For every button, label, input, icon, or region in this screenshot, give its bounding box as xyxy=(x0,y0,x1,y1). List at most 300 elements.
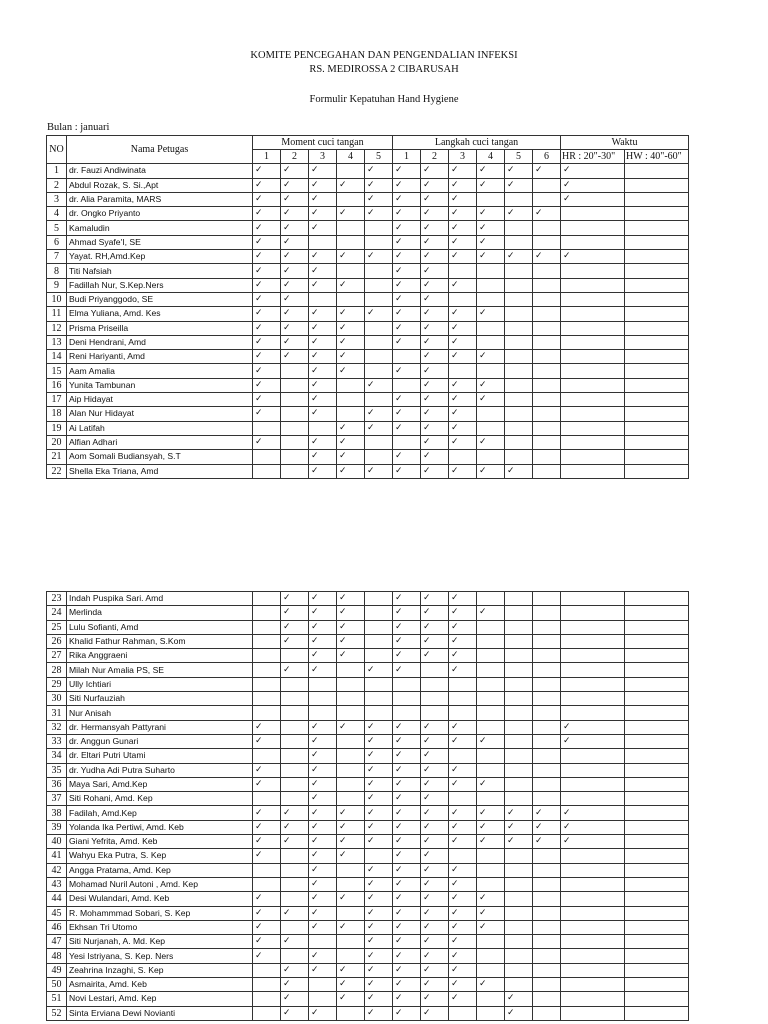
check-mark-icon: ✓ xyxy=(505,207,533,221)
check-mark-icon: ✓ xyxy=(337,450,365,464)
empty-cell xyxy=(253,634,281,648)
check-mark-icon: ✓ xyxy=(281,963,309,977)
empty-cell xyxy=(625,164,689,178)
empty-cell xyxy=(477,321,505,335)
empty-cell xyxy=(533,978,561,992)
check-mark-icon: ✓ xyxy=(421,235,449,249)
staff-name: Yolanda Ika Pertiwi, Amd. Keb xyxy=(67,820,253,834)
moment-col-2: 2 xyxy=(281,150,309,164)
empty-cell xyxy=(281,692,309,706)
empty-cell xyxy=(421,692,449,706)
check-mark-icon: ✓ xyxy=(421,407,449,421)
empty-cell xyxy=(561,935,625,949)
moment-col-1: 1 xyxy=(253,150,281,164)
staff-name: Desi Wulandari, Amd. Keb xyxy=(67,892,253,906)
check-mark-icon: ✓ xyxy=(477,835,505,849)
check-mark-icon: ✓ xyxy=(421,877,449,891)
empty-cell xyxy=(533,634,561,648)
empty-cell xyxy=(309,292,337,306)
table-row xyxy=(47,963,689,977)
check-mark-icon: ✓ xyxy=(477,777,505,791)
empty-cell xyxy=(365,849,393,863)
empty-cell xyxy=(505,435,533,449)
empty-cell xyxy=(533,178,561,192)
committee-title: KOMITE PENCEGAHAN DAN PENGENDALIAN INFEKSI xyxy=(250,50,518,61)
check-mark-icon: ✓ xyxy=(281,221,309,235)
check-mark-icon: ✓ xyxy=(393,250,421,264)
table-row xyxy=(47,592,689,606)
empty-cell xyxy=(625,734,689,748)
check-mark-icon: ✓ xyxy=(281,164,309,178)
check-mark-icon: ✓ xyxy=(337,992,365,1006)
empty-cell xyxy=(253,963,281,977)
empty-cell xyxy=(281,720,309,734)
check-mark-icon: ✓ xyxy=(253,393,281,407)
empty-cell xyxy=(625,777,689,791)
check-mark-icon: ✓ xyxy=(365,892,393,906)
check-mark-icon: ✓ xyxy=(309,378,337,392)
empty-cell xyxy=(505,649,533,663)
empty-cell xyxy=(533,221,561,235)
row-number: 44 xyxy=(47,892,67,906)
empty-cell xyxy=(477,364,505,378)
empty-cell xyxy=(309,935,337,949)
check-mark-icon: ✓ xyxy=(281,235,309,249)
empty-cell xyxy=(477,620,505,634)
check-mark-icon: ✓ xyxy=(421,464,449,478)
empty-cell xyxy=(625,792,689,806)
check-mark-icon: ✓ xyxy=(533,835,561,849)
check-mark-icon: ✓ xyxy=(365,720,393,734)
check-mark-icon: ✓ xyxy=(253,734,281,748)
check-mark-icon: ✓ xyxy=(393,963,421,977)
empty-cell xyxy=(505,407,533,421)
empty-cell xyxy=(337,378,365,392)
empty-cell xyxy=(505,692,533,706)
row-number: 3 xyxy=(47,192,67,206)
check-mark-icon: ✓ xyxy=(309,221,337,235)
check-mark-icon: ✓ xyxy=(309,792,337,806)
check-mark-icon: ✓ xyxy=(253,720,281,734)
table-row xyxy=(47,906,689,920)
empty-cell xyxy=(337,777,365,791)
empty-cell xyxy=(505,292,533,306)
row-number: 29 xyxy=(47,677,67,691)
staff-name: Nur Anisah xyxy=(67,706,253,720)
empty-cell xyxy=(253,863,281,877)
check-mark-icon: ✓ xyxy=(561,720,625,734)
check-mark-icon: ✓ xyxy=(337,350,365,364)
row-number: 13 xyxy=(47,335,67,349)
check-mark-icon: ✓ xyxy=(253,906,281,920)
empty-cell xyxy=(533,292,561,306)
empty-cell xyxy=(625,949,689,963)
check-mark-icon: ✓ xyxy=(281,178,309,192)
empty-cell xyxy=(561,435,625,449)
empty-cell xyxy=(561,978,625,992)
empty-cell xyxy=(533,278,561,292)
table-row xyxy=(47,734,689,748)
check-mark-icon: ✓ xyxy=(281,906,309,920)
empty-cell xyxy=(561,649,625,663)
empty-cell xyxy=(625,307,689,321)
check-mark-icon: ✓ xyxy=(281,835,309,849)
empty-cell xyxy=(533,777,561,791)
check-mark-icon: ✓ xyxy=(309,649,337,663)
table-row xyxy=(47,464,689,478)
check-mark-icon: ✓ xyxy=(477,435,505,449)
check-mark-icon: ✓ xyxy=(253,307,281,321)
table-row xyxy=(47,949,689,963)
staff-name: Angga Pratama, Amd. Kep xyxy=(67,863,253,877)
check-mark-icon: ✓ xyxy=(337,278,365,292)
check-mark-icon: ✓ xyxy=(477,378,505,392)
row-number: 46 xyxy=(47,920,67,934)
staff-name: Budi Priyanggodo, SE xyxy=(67,292,253,306)
check-mark-icon: ✓ xyxy=(505,1006,533,1020)
check-mark-icon: ✓ xyxy=(365,378,393,392)
empty-cell xyxy=(533,949,561,963)
empty-cell xyxy=(625,849,689,863)
check-mark-icon: ✓ xyxy=(337,720,365,734)
check-mark-icon: ✓ xyxy=(365,250,393,264)
check-mark-icon: ✓ xyxy=(505,250,533,264)
empty-cell xyxy=(477,335,505,349)
empty-cell xyxy=(449,677,477,691)
check-mark-icon: ✓ xyxy=(449,820,477,834)
empty-cell xyxy=(561,634,625,648)
empty-cell xyxy=(505,192,533,206)
row-number: 38 xyxy=(47,806,67,820)
row-number: 39 xyxy=(47,820,67,834)
empty-cell xyxy=(309,235,337,249)
empty-cell xyxy=(281,407,309,421)
staff-name: Zeahrina Inzaghi, S. Kep xyxy=(67,963,253,977)
check-mark-icon: ✓ xyxy=(253,350,281,364)
check-mark-icon: ✓ xyxy=(561,178,625,192)
check-mark-icon: ✓ xyxy=(309,892,337,906)
empty-cell xyxy=(281,677,309,691)
empty-cell xyxy=(561,350,625,364)
check-mark-icon: ✓ xyxy=(365,920,393,934)
empty-cell xyxy=(625,235,689,249)
staff-name: Asmairita, Amd. Keb xyxy=(67,978,253,992)
check-mark-icon: ✓ xyxy=(449,978,477,992)
check-mark-icon: ✓ xyxy=(309,734,337,748)
check-mark-icon: ✓ xyxy=(365,906,393,920)
empty-cell xyxy=(365,649,393,663)
check-mark-icon: ✓ xyxy=(505,806,533,820)
check-mark-icon: ✓ xyxy=(477,906,505,920)
staff-name: Siti Rohani, Amd. Kep xyxy=(67,792,253,806)
check-mark-icon: ✓ xyxy=(393,935,421,949)
langkah-col-4: 4 xyxy=(477,150,505,164)
empty-cell xyxy=(505,620,533,634)
empty-cell xyxy=(281,706,309,720)
check-mark-icon: ✓ xyxy=(449,992,477,1006)
check-mark-icon: ✓ xyxy=(449,221,477,235)
check-mark-icon: ✓ xyxy=(253,777,281,791)
check-mark-icon: ✓ xyxy=(477,350,505,364)
check-mark-icon: ✓ xyxy=(477,920,505,934)
empty-cell xyxy=(281,763,309,777)
row-number: 40 xyxy=(47,835,67,849)
empty-cell xyxy=(625,221,689,235)
check-mark-icon: ✓ xyxy=(281,292,309,306)
check-mark-icon: ✓ xyxy=(365,978,393,992)
row-number: 18 xyxy=(47,407,67,421)
check-mark-icon: ✓ xyxy=(393,892,421,906)
empty-cell xyxy=(477,264,505,278)
empty-cell xyxy=(533,393,561,407)
check-mark-icon: ✓ xyxy=(393,207,421,221)
table-row xyxy=(47,278,689,292)
check-mark-icon: ✓ xyxy=(253,250,281,264)
check-mark-icon: ✓ xyxy=(477,178,505,192)
check-mark-icon: ✓ xyxy=(505,464,533,478)
check-mark-icon: ✓ xyxy=(393,321,421,335)
check-mark-icon: ✓ xyxy=(365,777,393,791)
empty-cell xyxy=(505,393,533,407)
check-mark-icon: ✓ xyxy=(337,250,365,264)
check-mark-icon: ✓ xyxy=(421,620,449,634)
check-mark-icon: ✓ xyxy=(449,407,477,421)
check-mark-icon: ✓ xyxy=(337,892,365,906)
check-mark-icon: ✓ xyxy=(337,307,365,321)
table-row xyxy=(47,378,689,392)
check-mark-icon: ✓ xyxy=(449,606,477,620)
empty-cell xyxy=(625,393,689,407)
table-row xyxy=(47,164,689,178)
check-mark-icon: ✓ xyxy=(281,350,309,364)
check-mark-icon: ✓ xyxy=(309,949,337,963)
check-mark-icon: ✓ xyxy=(309,178,337,192)
empty-cell xyxy=(365,350,393,364)
staff-name: Giani Yefrita, Amd. Keb xyxy=(67,835,253,849)
check-mark-icon: ✓ xyxy=(421,963,449,977)
empty-cell xyxy=(561,321,625,335)
row-number: 37 xyxy=(47,792,67,806)
check-mark-icon: ✓ xyxy=(393,235,421,249)
check-mark-icon: ✓ xyxy=(421,720,449,734)
check-mark-icon: ✓ xyxy=(337,421,365,435)
empty-cell xyxy=(365,634,393,648)
staff-name: Deni Hendrani, Amd xyxy=(67,335,253,349)
check-mark-icon: ✓ xyxy=(337,963,365,977)
check-mark-icon: ✓ xyxy=(281,806,309,820)
empty-cell xyxy=(281,920,309,934)
empty-cell xyxy=(625,592,689,606)
check-mark-icon: ✓ xyxy=(421,634,449,648)
check-mark-icon: ✓ xyxy=(449,592,477,606)
check-mark-icon: ✓ xyxy=(561,734,625,748)
empty-cell xyxy=(337,906,365,920)
check-mark-icon: ✓ xyxy=(393,606,421,620)
check-mark-icon: ✓ xyxy=(449,877,477,891)
empty-cell xyxy=(365,692,393,706)
check-mark-icon: ✓ xyxy=(309,435,337,449)
check-mark-icon: ✓ xyxy=(309,663,337,677)
check-mark-icon: ✓ xyxy=(477,207,505,221)
empty-cell xyxy=(505,920,533,934)
empty-cell xyxy=(365,278,393,292)
empty-cell xyxy=(505,978,533,992)
table-row xyxy=(47,435,689,449)
table-row xyxy=(47,849,689,863)
empty-cell xyxy=(281,450,309,464)
check-mark-icon: ✓ xyxy=(365,935,393,949)
check-mark-icon: ✓ xyxy=(337,592,365,606)
empty-cell xyxy=(561,963,625,977)
table-row xyxy=(47,178,689,192)
empty-cell xyxy=(561,1006,625,1020)
table-row xyxy=(47,321,689,335)
staff-name: Ahmad Syafe'I, SE xyxy=(67,235,253,249)
empty-cell xyxy=(561,378,625,392)
empty-cell xyxy=(281,393,309,407)
check-mark-icon: ✓ xyxy=(421,935,449,949)
empty-cell xyxy=(625,892,689,906)
row-number: 22 xyxy=(47,464,67,478)
check-mark-icon: ✓ xyxy=(393,620,421,634)
empty-cell xyxy=(561,307,625,321)
check-mark-icon: ✓ xyxy=(365,763,393,777)
table-row xyxy=(47,292,689,306)
check-mark-icon: ✓ xyxy=(449,892,477,906)
empty-cell xyxy=(505,421,533,435)
table-row xyxy=(47,792,689,806)
waktu-col-2: HW : 40"-60" xyxy=(625,150,689,164)
check-mark-icon: ✓ xyxy=(309,464,337,478)
check-mark-icon: ✓ xyxy=(281,207,309,221)
empty-cell xyxy=(561,364,625,378)
empty-cell xyxy=(505,777,533,791)
check-mark-icon: ✓ xyxy=(253,892,281,906)
table-row xyxy=(47,935,689,949)
check-mark-icon: ✓ xyxy=(253,321,281,335)
row-number: 1 xyxy=(47,164,67,178)
empty-cell xyxy=(421,706,449,720)
check-mark-icon: ✓ xyxy=(449,863,477,877)
table-row xyxy=(47,663,689,677)
empty-cell xyxy=(393,435,421,449)
empty-cell xyxy=(533,663,561,677)
empty-cell xyxy=(281,378,309,392)
empty-cell xyxy=(533,364,561,378)
empty-cell xyxy=(505,720,533,734)
check-mark-icon: ✓ xyxy=(309,820,337,834)
check-mark-icon: ✓ xyxy=(533,164,561,178)
empty-cell xyxy=(533,749,561,763)
check-mark-icon: ✓ xyxy=(393,464,421,478)
check-mark-icon: ✓ xyxy=(309,749,337,763)
table-row xyxy=(47,820,689,834)
check-mark-icon: ✓ xyxy=(365,806,393,820)
row-number: 36 xyxy=(47,777,67,791)
check-mark-icon: ✓ xyxy=(337,321,365,335)
check-mark-icon: ✓ xyxy=(421,835,449,849)
staff-name: Aam Amalia xyxy=(67,364,253,378)
check-mark-icon: ✓ xyxy=(421,592,449,606)
empty-cell xyxy=(533,421,561,435)
table-row xyxy=(47,720,689,734)
empty-cell xyxy=(337,1006,365,1020)
empty-cell xyxy=(281,863,309,877)
empty-cell xyxy=(625,835,689,849)
empty-cell xyxy=(365,592,393,606)
check-mark-icon: ✓ xyxy=(449,906,477,920)
empty-cell xyxy=(561,264,625,278)
check-mark-icon: ✓ xyxy=(253,806,281,820)
empty-cell xyxy=(625,634,689,648)
empty-cell xyxy=(625,292,689,306)
empty-cell xyxy=(561,335,625,349)
empty-cell xyxy=(449,364,477,378)
empty-cell xyxy=(561,235,625,249)
check-mark-icon: ✓ xyxy=(421,292,449,306)
empty-cell xyxy=(533,849,561,863)
empty-cell xyxy=(625,620,689,634)
check-mark-icon: ✓ xyxy=(337,920,365,934)
check-mark-icon: ✓ xyxy=(253,178,281,192)
check-mark-icon: ✓ xyxy=(309,250,337,264)
empty-cell xyxy=(561,877,625,891)
empty-cell xyxy=(505,378,533,392)
check-mark-icon: ✓ xyxy=(449,235,477,249)
check-mark-icon: ✓ xyxy=(393,649,421,663)
staff-name: Prisma Priseilla xyxy=(67,321,253,335)
check-mark-icon: ✓ xyxy=(393,978,421,992)
empty-cell xyxy=(625,364,689,378)
langkah-group-header: Langkah cuci tangan xyxy=(393,136,561,150)
check-mark-icon: ✓ xyxy=(393,763,421,777)
empty-cell xyxy=(477,407,505,421)
empty-cell xyxy=(625,207,689,221)
empty-cell xyxy=(449,450,477,464)
empty-cell xyxy=(625,863,689,877)
empty-cell xyxy=(625,649,689,663)
empty-cell xyxy=(625,978,689,992)
empty-cell xyxy=(449,792,477,806)
check-mark-icon: ✓ xyxy=(281,250,309,264)
empty-cell xyxy=(477,292,505,306)
empty-cell xyxy=(365,620,393,634)
check-mark-icon: ✓ xyxy=(449,278,477,292)
check-mark-icon: ✓ xyxy=(477,734,505,748)
empty-cell xyxy=(625,264,689,278)
check-mark-icon: ✓ xyxy=(365,207,393,221)
empty-cell xyxy=(561,606,625,620)
check-mark-icon: ✓ xyxy=(337,806,365,820)
check-mark-icon: ✓ xyxy=(421,892,449,906)
check-mark-icon: ✓ xyxy=(309,777,337,791)
check-mark-icon: ✓ xyxy=(561,835,625,849)
check-mark-icon: ✓ xyxy=(477,606,505,620)
empty-cell xyxy=(477,192,505,206)
row-number: 23 xyxy=(47,592,67,606)
table-row xyxy=(47,677,689,691)
empty-cell xyxy=(449,706,477,720)
row-number: 41 xyxy=(47,849,67,863)
empty-cell xyxy=(477,677,505,691)
check-mark-icon: ✓ xyxy=(449,649,477,663)
check-mark-icon: ✓ xyxy=(253,292,281,306)
row-number: 10 xyxy=(47,292,67,306)
row-number: 47 xyxy=(47,935,67,949)
table-row xyxy=(47,835,689,849)
staff-name: dr. Fauzi Andiwinata xyxy=(67,164,253,178)
empty-cell xyxy=(309,706,337,720)
